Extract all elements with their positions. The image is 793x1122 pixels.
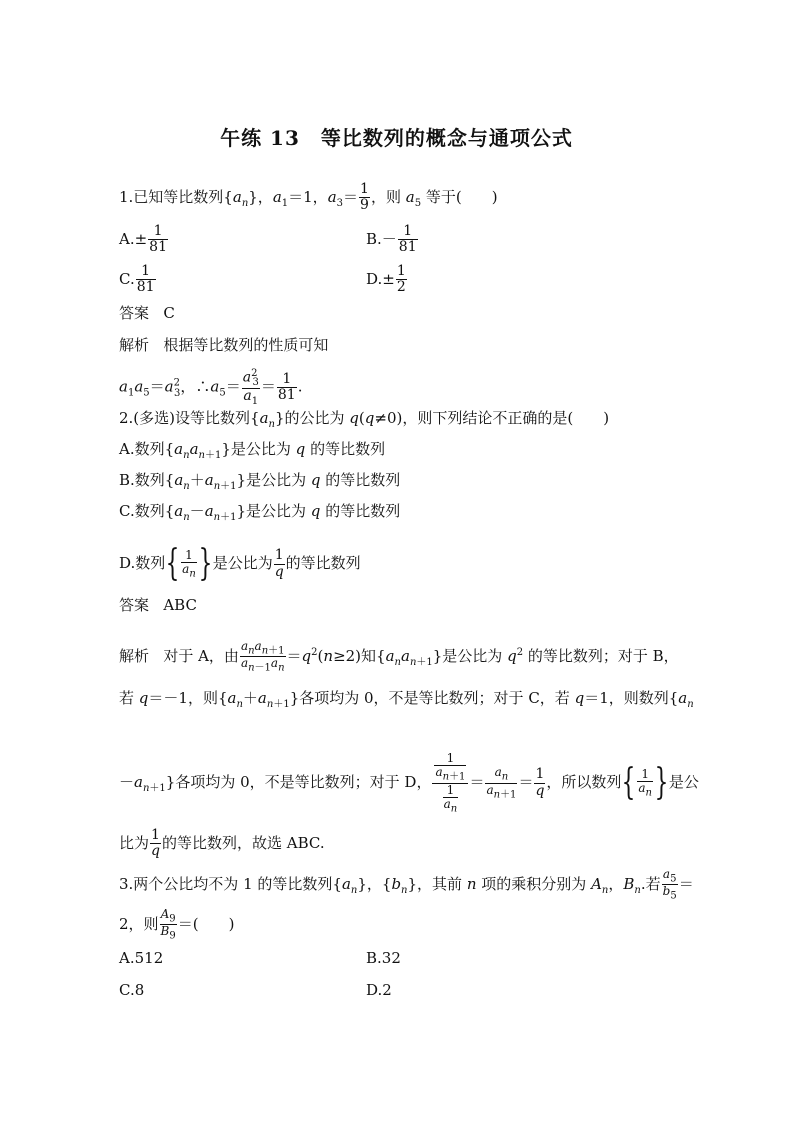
q2-option-c: C.数列$\{a_n-a_{n+1}\}$是公比为 q 的等比数列 bbox=[119, 502, 401, 523]
q2-analysis-line4: 比为 $\frac{1}{q}$ 的等比数列，故选 ABC. bbox=[119, 827, 325, 860]
q1-option-a: A.± $\frac{1}{81}$ bbox=[119, 223, 167, 256]
q3-stem: 3.两个公比均不为 1 的等比数列$\{a_n\}$，$\{b_n\}$，其前 n 项的乘积分别为 $A_n$，$B_n$.若 $\frac{a_5}{b_5}$ ＝ bbox=[119, 867, 694, 902]
q1-analysis-formula: $a_1a_5=a^2_3$，$\therefore a_5=$ $\frac{a^2_3}{a_1}$ ＝ $\frac{1}{81}$ . bbox=[119, 368, 303, 408]
q1-stem: 1.已知等比数列$\{a_n\}$，$a_1=1$，$a_3=$ $\frac{1}{9}$ ，则 $a_5$ 等于( ) bbox=[119, 181, 498, 214]
q3-option-a: A.512 bbox=[119, 949, 164, 967]
q2-option-d: D.数列{ $\frac{1}{a_n}$ }是公比为 $\frac{1}{q}$ 的等比数列 bbox=[119, 543, 361, 584]
q3-stem-line2: 2，则 $\frac{A_9}{B_9}$ ＝( ) bbox=[119, 907, 235, 942]
q3-option-b: B.32 bbox=[366, 949, 401, 967]
q1-answer: 答案 C bbox=[119, 304, 175, 322]
q2-analysis-line3: $-a_{n+1}$}各项均为 0，不是等比数列；对于 D， $\frac{\frac{1}{a_{n+1}}}{\frac{1}{a_n}}$ ＝ $\frac{a_n}{a_{n+1}}$ ＝ $\frac{1}{q}$ ，所以数列{ $\frac{1}{a_n}$ }是公 bbox=[119, 751, 699, 815]
q2-stem: 2.(多选)设等比数列$\{a_n\}$的公比为 q(q≠0)，则下列结论不正确的是( ) bbox=[119, 409, 610, 430]
q2-option-b: B.数列$\{a_n+a_{n+1}\}$是公比为 q 的等比数列 bbox=[119, 471, 401, 492]
q1-option-d: D.± $\frac{1}{2}$ bbox=[366, 263, 406, 296]
q1-analysis: 解析 根据等比数列的性质可知 bbox=[119, 336, 329, 354]
q2-answer: 答案 ABC bbox=[119, 596, 197, 614]
q1-option-b: B.－ $\frac{1}{81}$ bbox=[366, 223, 417, 256]
q1-option-c: C. $\frac{1}{81}$ bbox=[119, 263, 155, 296]
q2-analysis-line2: 若 q＝－1，则$\{a_n+a_{n+1}\}$各项均为 0，不是等比数列；对于 C，若 q＝1，则数列{$a_n$ bbox=[119, 689, 694, 710]
q3-option-d: D.2 bbox=[366, 981, 392, 999]
q3-option-c: C.8 bbox=[119, 981, 145, 999]
page-title: 午练 13 等比数列的概念与通项公式 bbox=[220, 126, 573, 150]
fraction: $\frac{1}{9}$ bbox=[360, 181, 369, 214]
q2-option-a: A.数列$\{a_na_{n+1}\}$是公比为 q 的等比数列 bbox=[119, 440, 386, 461]
q2-analysis-line1: 解析 对于 A，由 $\frac{a_na_{n+1}}{a_{n-1}a_n}$ $=q^2(n\ge 2)$知$\{a_na_{n+1}\}$是公比为 $q^2$ 的等比数列；对于 B， bbox=[119, 639, 679, 674]
